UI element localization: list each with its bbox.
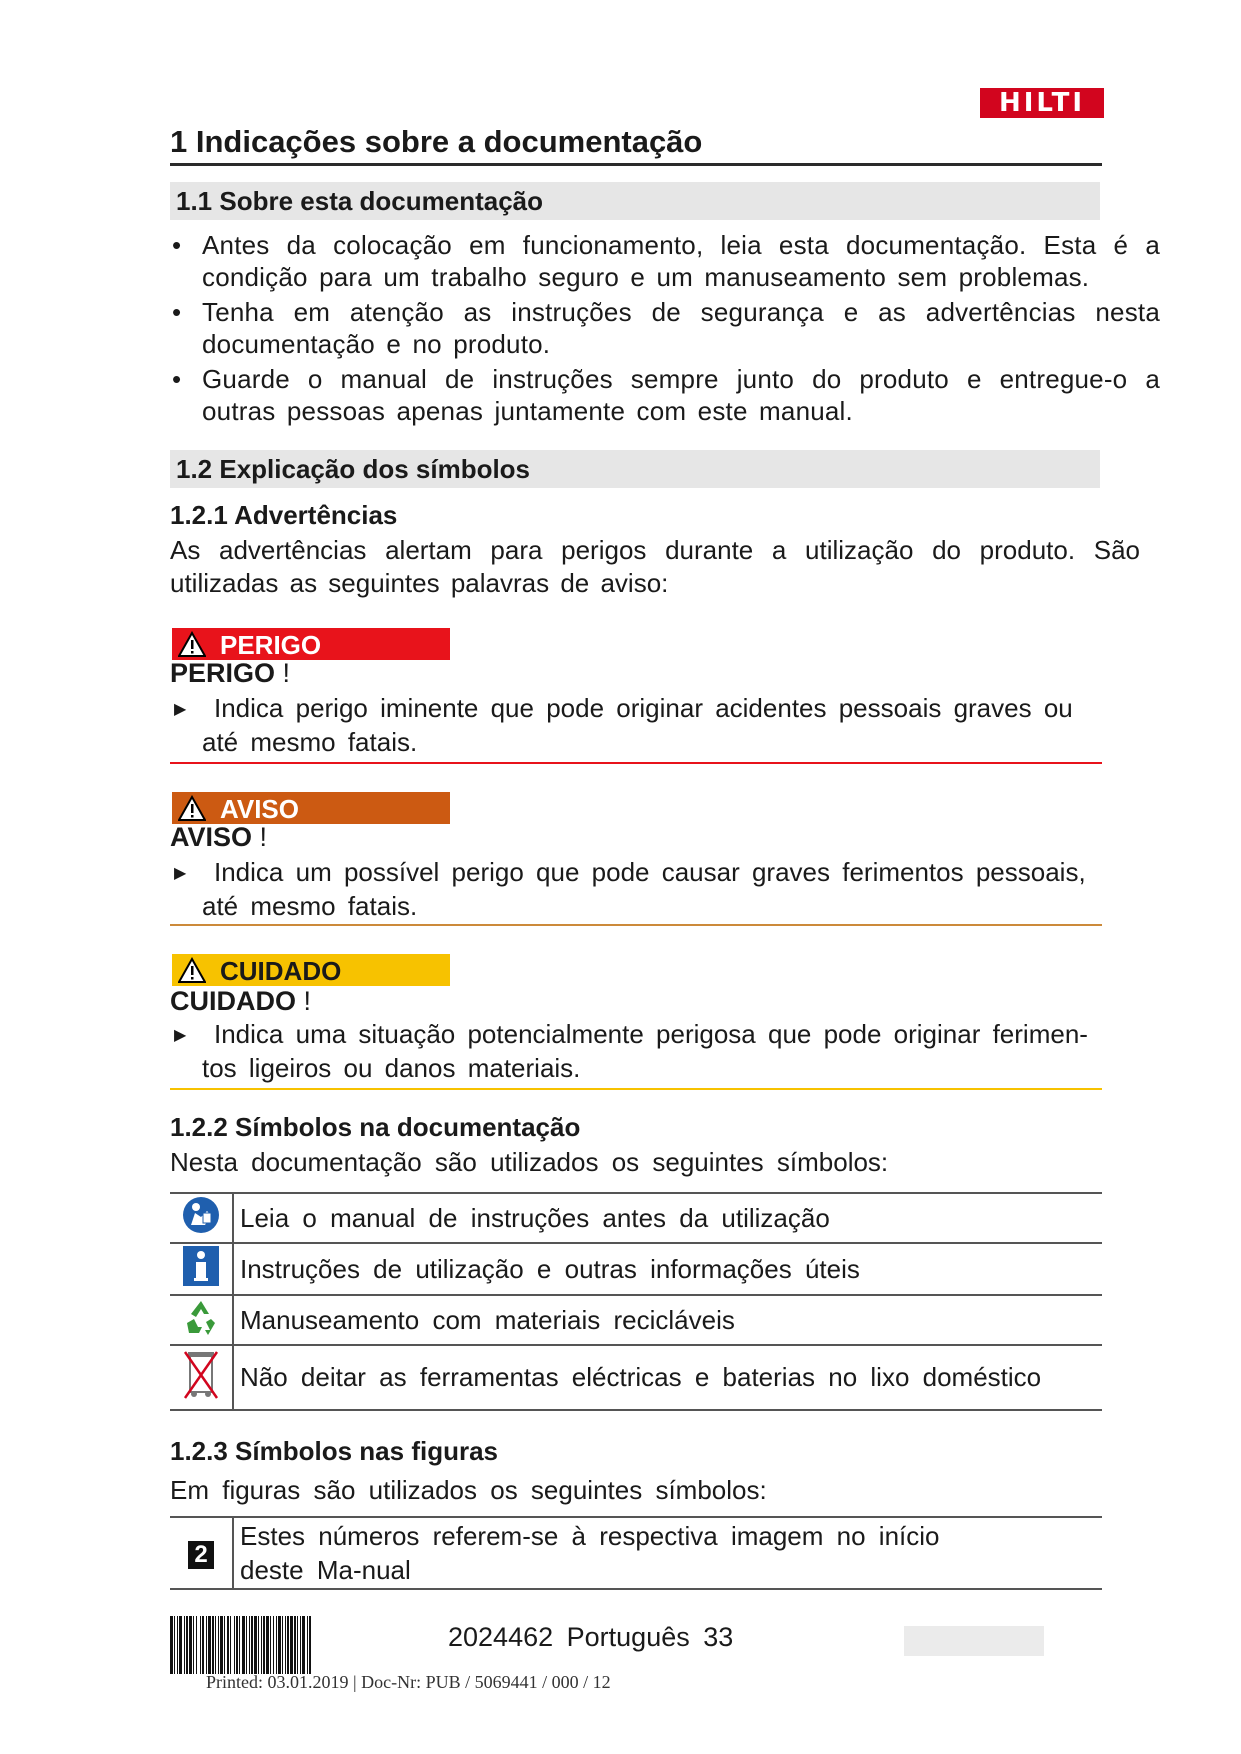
table-row bbox=[170, 1243, 1102, 1295]
symbol-description: Manuseamento com materiais recicláveis bbox=[233, 1295, 1102, 1345]
warning-triangle-icon bbox=[178, 795, 206, 821]
barcode-bar bbox=[309, 1616, 311, 1674]
crossed-bin-icon bbox=[170, 1345, 233, 1410]
table-row bbox=[170, 1517, 1102, 1589]
warnings-intro: As advertências alertam para perigos durante a utilização do produto. São utilizadas as seguintes palavras de aviso: bbox=[170, 535, 1140, 598]
warning-text: ▶ Indica um possível perigo que pode causar graves ferimentos pessoais, até mesmo fatais. bbox=[170, 856, 1160, 923]
caution-badge-label: CUIDADO bbox=[220, 956, 342, 986]
section-1-1-bullets bbox=[170, 229, 1160, 430]
list-item: • Antes da colocação em funcionamento, leia esta documentação. Esta é a condição para um trabalho seguro e um manuseamento sem problemas. bbox=[172, 230, 1160, 292]
symbols-table bbox=[170, 1192, 1102, 1411]
danger-rule bbox=[170, 762, 1102, 764]
danger-badge-label: PERIGO bbox=[220, 630, 322, 660]
symbol-description: Não deitar as ferramentas eléctricas e baterias no lixo doméstico bbox=[233, 1345, 1102, 1410]
section-1-2-title: 1.2 Explicação dos símbolos bbox=[170, 450, 1100, 488]
table-row bbox=[170, 1295, 1102, 1345]
read-manual-icon bbox=[170, 1193, 233, 1243]
info-icon bbox=[170, 1243, 233, 1295]
barcode bbox=[170, 1616, 424, 1674]
danger-badge bbox=[172, 628, 450, 660]
symbols-intro: Nesta documentação são utilizados os seguintes símbolos: bbox=[170, 1147, 889, 1177]
section-1-2-3-title: 1.2.3 Símbolos nas figuras bbox=[170, 1436, 498, 1466]
figure-number: 2 bbox=[188, 1541, 214, 1569]
title-divider bbox=[170, 163, 1102, 166]
symbol-description: Leia o manual de instruções antes da utilização bbox=[233, 1193, 1102, 1243]
warning-heading: AVISO ! bbox=[170, 822, 268, 852]
danger-heading: PERIGO ! bbox=[170, 658, 291, 688]
figures-table bbox=[170, 1516, 1102, 1590]
section-1-2-2-title: 1.2.2 Símbolos na documentação bbox=[170, 1112, 581, 1142]
table-row bbox=[170, 1193, 1102, 1243]
caution-rule bbox=[170, 1088, 1102, 1090]
arrow-icon: ▶ bbox=[174, 701, 187, 718]
section-1-1-title: 1.1 Sobre esta documentação bbox=[170, 182, 1100, 220]
danger-text: ▶ Indica perigo iminente que pode originar acidentes pessoais graves ou até mesmo fatais. bbox=[170, 692, 1160, 759]
hilti-logo: HILTI bbox=[980, 88, 1104, 118]
warning-badge-label: AVISO bbox=[220, 794, 299, 824]
list-item: • Guarde o manual de instruções sempre junto do produto e entregue-o a outras pessoas apenas juntamente com este manual. bbox=[172, 364, 1160, 426]
figures-intro: Em figuras são utilizados os seguintes símbolos: bbox=[170, 1475, 767, 1505]
page-footer: 2024462 Português 33 bbox=[448, 1622, 734, 1652]
arrow-icon: ▶ bbox=[174, 865, 187, 882]
caution-badge bbox=[172, 954, 450, 986]
caution-text: ▶ Indica uma situação potencialmente perigosa que pode originar ferimen- tos ligeiros ou danos materiais. bbox=[170, 1018, 1160, 1085]
warning-triangle-icon bbox=[178, 957, 206, 983]
recycle-icon bbox=[170, 1295, 233, 1345]
list-item: • Tenha em atenção as instruções de segurança e as advertências nesta documentação e no produto. bbox=[172, 297, 1160, 359]
symbol-description: Estes números referem-se à respectiva imagem no início deste Ma-nual bbox=[233, 1517, 1102, 1589]
table-row bbox=[170, 1345, 1102, 1410]
caution-heading: CUIDADO ! bbox=[170, 986, 312, 1016]
warning-badge bbox=[172, 792, 450, 824]
symbol-description: Instruções de utilização e outras informações úteis bbox=[233, 1243, 1102, 1295]
printed-info: Printed: 03.01.2019 | Doc-Nr: PUB / 5069441 / 000 / 12 bbox=[206, 1672, 611, 1692]
warning-triangle-icon bbox=[178, 631, 206, 657]
footer-placeholder-box bbox=[904, 1626, 1044, 1656]
page-title: 1 Indicações sobre a documentação bbox=[170, 124, 703, 159]
figure-number-icon bbox=[170, 1517, 233, 1589]
section-1-2-1-title: 1.2.1 Advertências bbox=[170, 500, 398, 530]
warning-rule bbox=[170, 924, 1102, 926]
arrow-icon: ▶ bbox=[174, 1027, 187, 1044]
